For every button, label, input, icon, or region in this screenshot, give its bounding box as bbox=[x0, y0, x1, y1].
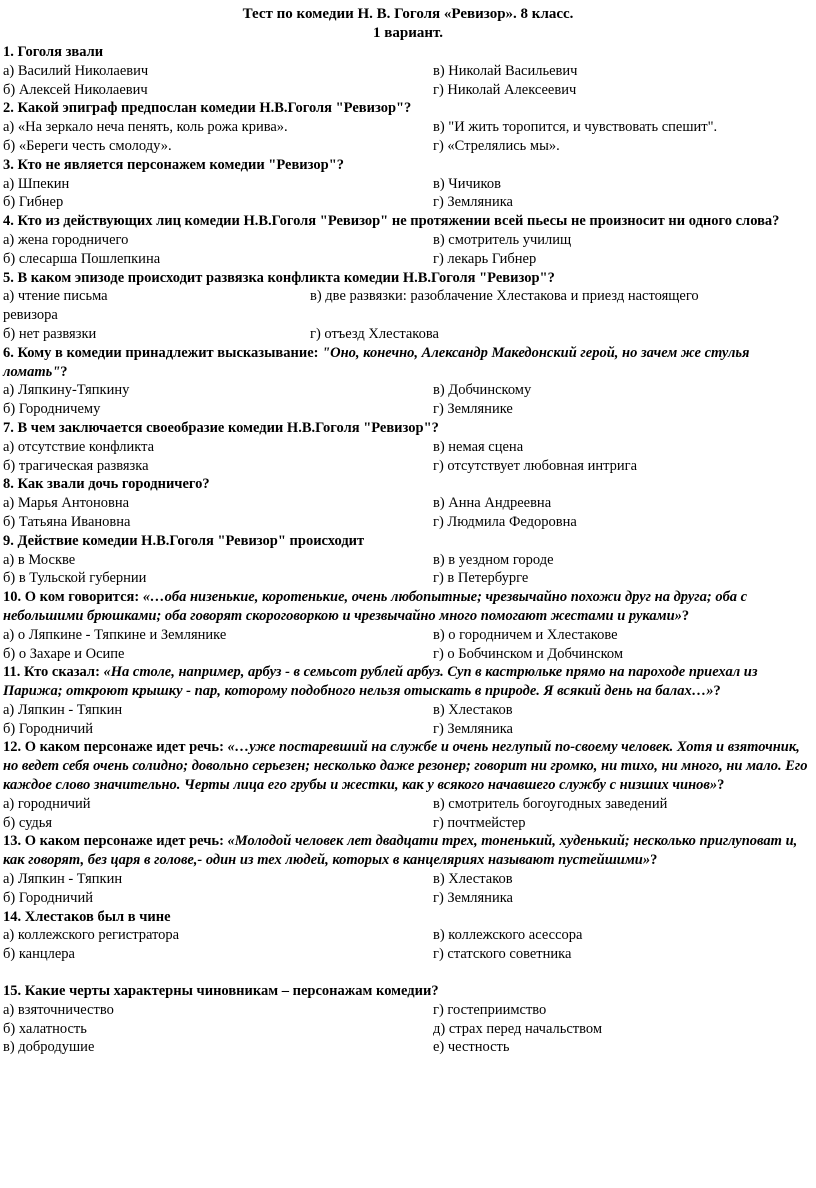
answer-6g: г) Землянике bbox=[433, 401, 513, 418]
answer-3a: а) Шпекин bbox=[3, 175, 70, 192]
answer-4b: б) слесарша Пошлепкина bbox=[3, 250, 161, 267]
answer-2a: а) «На зеркало неча пенять, коль рожа крива». bbox=[3, 119, 288, 136]
answer-3b: б) Гибнер bbox=[3, 194, 64, 211]
answer-10b: б) о Захаре и Осипе bbox=[3, 645, 125, 662]
answer-5b: б) нет развязки bbox=[3, 325, 97, 342]
answer-15b: б) халатность bbox=[3, 1020, 87, 1037]
spacer bbox=[3, 964, 815, 982]
answer-9b: б) в Тульской губернии bbox=[3, 570, 147, 587]
answer-2b: б) «Береги честь смолоду». bbox=[3, 137, 172, 154]
question-list bbox=[3, 43, 815, 1057]
answer-9a: а) в Москве bbox=[3, 551, 76, 568]
question-13-quote: «Молодой человек лет двадцати трех, тоненький, худенький; несколько приглуповат и, как говорят, без царя в голове,- один из тех людей, которых в канцеляриях называют пустейшими» bbox=[3, 833, 798, 869]
answer-5g: г) отъезд Хлестакова bbox=[310, 325, 439, 342]
question-11: 11. Кто сказал: «На столе, например, арбуз - в семьсот рублей арбуз. Суп в кастрюльке прямо на пароходе приехал из Парижа; откроют крышку - пар, которому подобного нельзя отыскать в природе. Я всякий день на балах…»? bbox=[3, 664, 758, 700]
answer-6v: в) Добчинскому bbox=[433, 382, 532, 399]
question-9: 9. Действие комедии Н.В.Гоголя "Ревизор" происходит bbox=[3, 532, 365, 549]
question-8: 8. Как звали дочь городничего? bbox=[3, 476, 210, 493]
question-6: 6. Кому в комедии принадлежит высказывание: "Оно, конечно, Александр Македонский герой, но зачем же стулья ломать"? bbox=[3, 344, 750, 380]
answer-1b: б) Алексей Николаевич bbox=[3, 81, 148, 98]
answer-15a: а) взяточничество bbox=[3, 1001, 114, 1018]
answer-2g: г) «Стрелялись мы». bbox=[433, 137, 560, 154]
question-7: 7. В чем заключается своеобразие комедии Н.В.Гоголя "Ревизор"? bbox=[3, 419, 439, 436]
answer-12v: в) смотритель богоугодных заведений bbox=[433, 795, 668, 812]
question-13: 13. О каком персонаже идет речь: «Молодой человек лет двадцати трех, тоненький, худенький; несколько приглуповат и, как говорят, без царя в голове,- один из тех людей, которых в канцеляриях называют пустейшими»? bbox=[3, 833, 798, 869]
answer-3v: в) Чичиков bbox=[433, 175, 501, 192]
answer-1a: а) Василий Николаевич bbox=[3, 62, 149, 79]
question-6-quote: "Оно, конечно, Александр Македонский герой, но зачем же стулья ломать" bbox=[3, 344, 750, 380]
answer-14a: а) коллежского регистратора bbox=[3, 927, 180, 944]
question-15: 15. Какие черты характерны чиновникам – персонажам комедии? bbox=[3, 983, 439, 1000]
answer-5a: а) чтение письма bbox=[3, 288, 108, 305]
answer-11a: а) Ляпкин - Тяпкин bbox=[3, 701, 123, 718]
variant-label: 1 вариант. bbox=[373, 25, 443, 41]
answer-8v: в) Анна Андреевна bbox=[433, 495, 552, 512]
answer-7v: в) немая сцена bbox=[433, 438, 524, 455]
question-12: 12. О каком персонаже идет речь: «…уже постаревший на службе и очень неглупый по-своему человек. Хотя и взяточник, но ведет себя очень солидно; довольно серьезен; несколько даже резонер; говорит ни громко, ни тихо, ни много, ни мало. Его каждое слово значительно. Черты лица его грубы и жестки, как у всякого начавшего службу с низших чинов»? bbox=[3, 739, 808, 794]
question-10: 10. О ком говорится: «…оба низенькие, коротенькие, очень любопытные; чрезвычайно похожи друг на друга; оба с небольшими брюшками; оба говорят скороговоркою и чрезвычайно много помогают жестами и руками»? bbox=[3, 589, 748, 624]
answer-15d: д) страх перед начальством bbox=[433, 1020, 603, 1037]
answer-13g: г) Земляника bbox=[433, 889, 513, 906]
answer-7b: б) трагическая развязка bbox=[3, 457, 149, 474]
answer-9v: в) в уездном городе bbox=[433, 551, 554, 568]
answer-12g: г) почтмейстер bbox=[433, 814, 526, 831]
question-14: 14. Хлестаков был в чине bbox=[3, 908, 171, 925]
answer-1g: г) Николай Алексеевич bbox=[433, 81, 577, 98]
answer-13a: а) Ляпкин - Тяпкин bbox=[3, 871, 123, 888]
question-4: 4. Кто из действующих лиц комедии Н.В.Гоголя "Ревизор" не протяжении всей пьесы не произносит ни одного слова? bbox=[3, 213, 780, 230]
question-11-quote: «На столе, например, арбуз - в семьсот рублей арбуз. Суп в кастрюльке прямо на пароходе приехал из Парижа; откроют крышку - пар, которому подобного нельзя отыскать в природе. Я всякий день на балах…» bbox=[3, 664, 758, 700]
answer-14b: б) канцлера bbox=[3, 946, 75, 963]
answer-7g: г) отсутствует любовная интрига bbox=[433, 457, 638, 474]
answer-11v: в) Хлестаков bbox=[433, 701, 513, 718]
answer-11g: г) Земляника bbox=[433, 720, 513, 737]
question-1: 1. Гоголя звали bbox=[3, 44, 104, 60]
answer-13v: в) Хлестаков bbox=[433, 871, 513, 888]
answer-9g: г) в Петербурге bbox=[433, 570, 529, 587]
question-5: 5. В каком эпизоде происходит развязка конфликта комедии Н.В.Гоголя "Ревизор"? bbox=[3, 269, 555, 286]
answer-5v-continued: ревизора bbox=[3, 307, 58, 324]
answer-7a: а) отсутствие конфликта bbox=[3, 438, 155, 455]
answer-4a: а) жена городничего bbox=[3, 231, 129, 248]
document-title: Тест по комедии Н. В. Гоголя «Ревизор». 8 класс. bbox=[242, 6, 574, 22]
answer-5v: в) две развязки: разоблачение Хлестакова и приезд настоящего bbox=[310, 288, 699, 305]
answer-6b: б) Городничему bbox=[3, 401, 101, 418]
question-3: 3. Кто не является персонажем комедии "Ревизор"? bbox=[3, 156, 345, 173]
answer-1v: в) Николай Васильевич bbox=[433, 62, 578, 79]
question-2: 2. Какой эпиграф предпослан комедии Н.В.Гоголя "Ревизор"? bbox=[3, 100, 412, 117]
answer-6a: а) Ляпкину-Тяпкину bbox=[3, 382, 130, 399]
question-10-quote: «…оба низенькие, коротенькие, очень любопытные; чрезвычайно похожи друг на друга; оба с небольшими брюшками; оба говорят скороговоркою и чрезвычайно много помогают жестами и руками» bbox=[3, 589, 748, 624]
answer-8b: б) Татьяна Ивановна bbox=[3, 513, 131, 530]
answer-11b: б) Городничий bbox=[3, 720, 93, 737]
answer-12b: б) судья bbox=[3, 814, 53, 831]
answer-14g: г) статского советника bbox=[433, 946, 572, 963]
answer-12a: а) городничий bbox=[3, 795, 91, 812]
answer-2v: в) "И жить торопится, и чувствовать спешит". bbox=[433, 119, 718, 136]
answer-13b: б) Городничий bbox=[3, 889, 93, 906]
answer-3g: г) Земляника bbox=[433, 194, 513, 211]
answer-15g: г) гостеприимство bbox=[433, 1001, 547, 1018]
question-12-quote: «…уже постаревший на службе и очень неглупый по-своему человек. Хотя и взяточник, но ведет себя очень солидно; довольно серьезен; несколько даже резонер; говорит ни громко, ни тихо, ни много, ни мало. Его каждое слово значительно. Черты лица его грубы и жестки, как у всякого начавшего службу с низших чинов» bbox=[3, 739, 808, 794]
answer-10v: в) о городничем и Хлестакове bbox=[433, 626, 618, 643]
answer-10g: г) о Бобчинском и Добчинском bbox=[433, 645, 624, 662]
answer-15e: е) честность bbox=[433, 1039, 510, 1056]
answer-10a: а) о Ляпкине - Тяпкине и Землянике bbox=[3, 626, 227, 643]
answer-15v: в) добродушие bbox=[3, 1039, 95, 1056]
answer-4g: г) лекарь Гибнер bbox=[433, 250, 537, 267]
answer-8a: а) Марья Антоновна bbox=[3, 495, 130, 512]
answer-14v: в) коллежского асессора bbox=[433, 927, 583, 944]
answer-4v: в) смотритель училищ bbox=[433, 231, 572, 248]
document-header bbox=[0, 0, 816, 43]
answer-8g: г) Людмила Федоровна bbox=[433, 513, 577, 530]
